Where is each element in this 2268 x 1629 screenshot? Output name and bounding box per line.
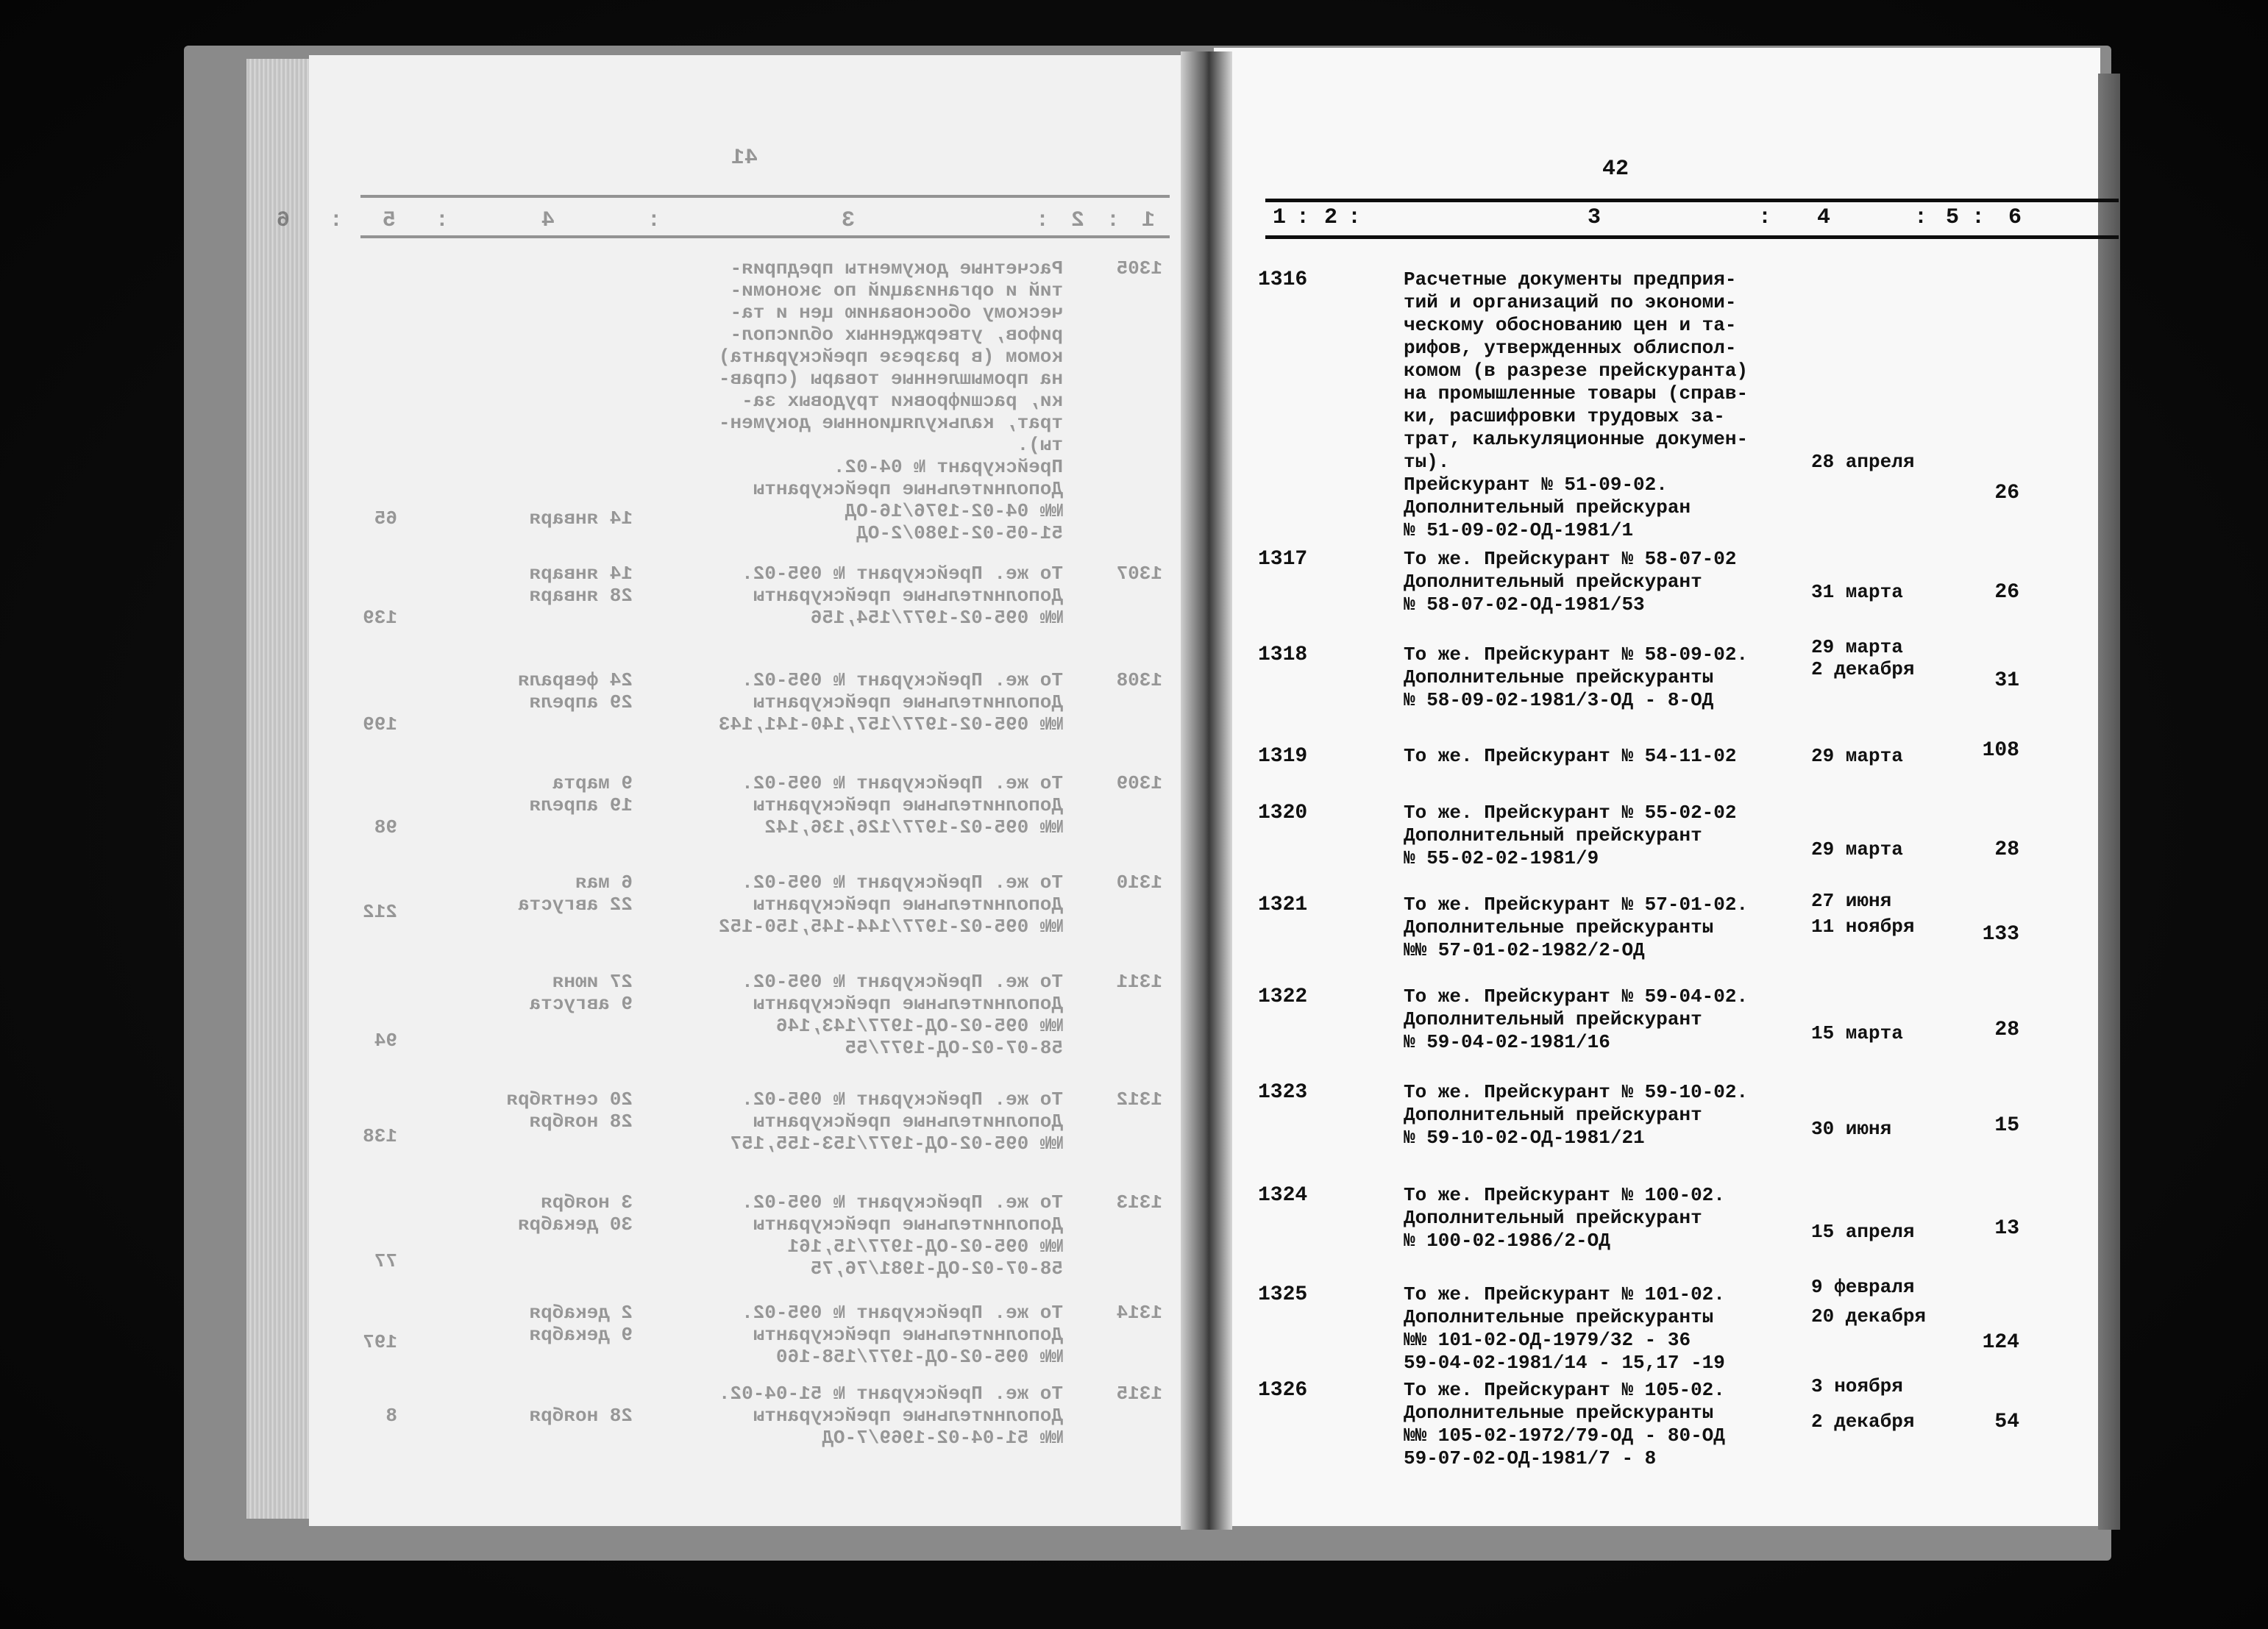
entry-description-line: ческому обоснованию цен и та- [1404,314,1737,336]
left-entry-description: То же. Прейскурант № 095-02. Дополнительные прейскуранты №№ 095-02-ОД-1977/153-155,157 [730,1088,1063,1155]
entry-description-line: Дополнительные прейскуранты [1404,666,1714,688]
left-entry-pages: 197 [363,1331,397,1353]
entry-description-line: Дополнительный прейскурант [1404,1008,1702,1030]
left-entry-description: То же. Прейскурант № 095-02. Дополнительные прейскуранты №№ 095-02-1977/157,140-141,143 [718,669,1063,735]
left-entry-date: 9 марта 19 апреля [529,772,633,816]
left-entry-number: 1311 [1116,971,1162,993]
entry-description-line: № 58-09-02-1981/3-ОД - 8-ОД [1404,689,1714,711]
header-rule-top [1265,199,2119,202]
left-column-header: 1 : 2 : 3 : 4 : 5 : 6 [271,208,1155,233]
entry-number: 1323 [1258,1081,1308,1104]
left-entry-description: То же. Прейскурант № 095-02. Дополнительные прейскуранты №№ 095-02-1977/154,156 [742,563,1063,629]
entry-page-count: 28 [1994,1019,2019,1041]
entry-page-count: 54 [1994,1411,2019,1433]
left-entry-date: 14 января [529,507,633,530]
left-entry-pages: 65 [374,507,397,530]
entry-description [1404,745,1816,768]
entry-number: 1321 [1258,894,1308,916]
entry-description-line: Дополнительные прейскуранты [1404,1306,1714,1328]
entry-description-line: Дополнительный прейскурант [1404,1207,1702,1229]
left-header-rule-top [360,195,1170,198]
left-entry-number: 1307 [1116,563,1162,585]
entry-description-line: Дополнительный прейскурант [1404,571,1702,593]
entry-date: 15 апреля [1811,1221,1915,1243]
entry-description-line: №№ 57-01-02-1982/2-ОД [1404,939,1645,961]
entry-description-line: на промышленные товары (справ- [1404,382,1749,404]
entry-number: 1326 [1258,1379,1308,1402]
column-header-4: 4 [1817,205,1831,230]
column-header-1: 1 [1273,205,1287,230]
entry-date: 3 ноября [1811,1375,1903,1397]
left-entry-number: 1313 [1116,1191,1162,1213]
entry-date: 9 февраля [1811,1276,1915,1298]
left-entry-pages: 8 [385,1405,397,1427]
entry-description-line: № 59-04-02-1981/16 [1404,1031,1610,1053]
entry-description-line: Дополнительный прейскурант [1404,824,1702,846]
entry-description-line: 59-07-02-ОД-1981/7 - 8 [1404,1447,1657,1469]
left-entry-date: 14 января 28 января [529,563,633,607]
entry-number: 1325 [1258,1283,1308,1306]
entry-description [1404,548,1816,616]
right-cover-edge [2098,74,2120,1530]
entry-description [1404,1283,1816,1375]
left-entry-date: 20 сентября 28 ноября [506,1088,633,1133]
left-entry-description: То же. Прейскурант № 095-02. Дополнительные прейскуранты №№ 095-02-ОД-1977/15,161 58-07-02-ОД-1981/76,75 [742,1191,1063,1280]
entry-description-line: То же. Прейскурант № 58-07-02 [1404,548,1737,570]
left-entry-number: 1305 [1116,257,1162,279]
left-entry-pages: 138 [363,1125,397,1147]
column-header-6: 6 [2008,205,2022,230]
column-header-2: 2 [1324,205,1338,230]
column-separator: : [1758,205,1772,230]
entry-description-line: Прейскурант № 51-09-02. [1404,474,1668,496]
entry-description [1404,985,1816,1054]
entry-description-line: То же. Прейскурант № 59-10-02. [1404,1081,1749,1103]
entry-page-count: 28 [1994,838,2019,861]
entry-description-line: трат, калькуляционные докумен- [1404,428,1749,450]
entry-number: 1316 [1258,268,1308,291]
entry-date: 28 апреля [1811,451,1915,473]
left-entry-number: 1308 [1116,669,1162,691]
entry-description [1404,1184,1816,1252]
entry-number: 1320 [1258,802,1308,824]
left-page-bleedthrough [271,132,1170,1486]
left-entry-description: То же. Прейскурант № 095-02. Дополнительные прейскуранты №№ 095-02-ОД-1977/158-160 [742,1302,1063,1368]
entry-description [1404,802,1816,870]
entry-description-line: Дополнительные прейскуранты [1404,916,1714,938]
left-entry-date: 27 июня 9 августа [529,971,633,1015]
entry-description-line: №№ 105-02-1972/79-ОД - 80-ОД [1404,1425,1725,1447]
entry-number: 1322 [1258,985,1308,1008]
entry-description-line: №№ 101-02-ОД-1979/32 - 36 [1404,1329,1691,1351]
entry-description-line: То же. Прейскурант № 55-02-02 [1404,802,1737,824]
entry-description-line: Дополнительные прейскуранты [1404,1402,1714,1424]
entry-page-count: 31 [1994,669,2019,692]
column-header-5: 5 [1946,205,1960,230]
entry-number: 1318 [1258,644,1308,666]
left-header-rule-bottom [360,235,1170,238]
entry-description-line: То же. Прейскурант № 105-02. [1404,1379,1725,1401]
entry-description-line: Дополнительный прейскурант [1404,1104,1702,1126]
entry-description-line: То же. Прейскурант № 57-01-02. [1404,894,1749,916]
left-entry-description: Расчетные документы предприя- тий и организаций по экономи- ческому обоснованию цен и та- рифов, утвержденных облиспол- комом (в разрезе прейскуранта) на промышленные товары (справ- ки, расшифровки трудовых за- трат, калькуляционные докумен- ты). Прейскурант № 04-02. Дополнительные прейскуранты №№ 04-02-1976/16-ОД 51-05-02-1980/2-ОД [718,257,1063,544]
left-entry-date: 6 мая 22 августа [517,871,633,916]
entry-description-line: То же. Прейскурант № 58-09-02. [1404,644,1749,666]
column-separator: : [1296,205,1310,230]
entry-description-line: ты). [1404,451,1450,473]
entry-description-line: То же. Прейскурант № 54-11-02 [1404,745,1737,767]
left-entry-description: То же. Прейскурант № 095-02. Дополнительные прейскуранты №№ 095-02-ОД-1977/143,146 58-07-02-ОД-1977/55 [742,971,1063,1059]
entry-number: 1319 [1258,745,1308,768]
left-entry-pages: 77 [374,1250,397,1272]
entry-description [1404,644,1816,712]
column-header-3: 3 [1588,205,1602,230]
entry-page-count: 13 [1994,1217,2019,1240]
left-entry-pages: 94 [374,1030,397,1052]
left-entry-description: То же. Прейскурант № 51-04-02. Дополнительные прейскуранты №№ 51-04-02-1969/7-ОД [718,1383,1063,1449]
entry-number: 1317 [1258,548,1308,571]
left-page-number: 41 [730,146,758,171]
entry-description-line: То же. Прейскурант № 59-04-02. [1404,985,1749,1008]
column-separator: : [1914,205,1928,230]
entry-description-line: № 55-02-02-1981/9 [1404,847,1599,869]
entry-description [1404,268,1816,542]
entry-description-line: № 59-10-02-ОД-1981/21 [1404,1127,1645,1149]
entry-date: 2 декабря [1811,658,1915,680]
entry-description-line: Дополнительный прейскуран [1404,496,1691,518]
entry-description-line: рифов, утвержденных облиспол- [1404,337,1737,359]
entry-date: 29 марта [1811,636,1903,658]
entry-description [1404,1081,1816,1149]
left-entry-number: 1310 [1116,871,1162,894]
entry-description [1404,894,1816,962]
page-number: 42 [1602,157,1629,182]
left-entry-date: 2 декабря 9 декабря [529,1302,633,1346]
entry-page-count: 108 [1982,739,2019,762]
left-entry-number: 1315 [1116,1383,1162,1405]
entry-description-line: № 100-02-1986/2-ОД [1404,1230,1610,1252]
entry-description-line: То же. Прейскурант № 100-02. [1404,1184,1725,1206]
entry-page-count: 26 [1994,581,2019,604]
left-entry-pages: 98 [374,816,397,838]
left-entry-pages: 139 [363,607,397,629]
left-entry-number: 1314 [1116,1302,1162,1324]
header-rule-bottom [1265,235,2119,239]
entry-page-count: 133 [1982,923,2019,946]
entry-description-line: 59-04-02-1981/14 - 15,17 -19 [1404,1352,1725,1374]
left-entry-pages: 212 [363,901,397,923]
entry-description-line: То же. Прейскурант № 101-02. [1404,1283,1725,1305]
entry-description [1404,1379,1816,1470]
left-entry-number: 1309 [1116,772,1162,794]
entry-description-line: комом (в разрезе прейскуранта) [1404,360,1749,382]
entry-page-count: 124 [1982,1331,2019,1354]
entry-description-line: Расчетные документы предприя- [1404,268,1737,290]
column-separator: : [1348,205,1362,230]
entry-date: 20 декабря [1811,1305,1927,1327]
entry-page-count: 15 [1994,1114,2019,1137]
left-entry-date: 28 ноября [529,1405,633,1427]
left-entry-number: 1312 [1116,1088,1162,1111]
left-entry-date: 3 ноября 30 декабря [517,1191,633,1236]
column-separator: : [1972,205,1986,230]
entry-date: 29 марта [1811,745,1903,767]
left-entry-date: 24 февраля 29 апреля [517,669,633,713]
left-entry-description: То же. Прейскурант № 095-02. Дополнительные прейскуранты №№ 095-02-1977/144-145,150-152 [718,871,1063,938]
entry-description-line: № 51-09-02-ОД-1981/1 [1404,519,1634,541]
entry-description-line: тий и организаций по экономи- [1404,291,1737,313]
entry-date: 29 марта [1811,838,1903,860]
entry-description-line: ки, расшифровки трудовых за- [1404,405,1725,427]
entry-date: 15 марта [1811,1022,1903,1044]
entry-description-line: № 58-07-02-ОД-1981/53 [1404,594,1645,616]
entry-date: 31 марта [1811,581,1903,603]
left-entry-pages: 199 [363,713,397,735]
entry-date: 27 июня [1811,890,1892,912]
entry-number: 1324 [1258,1184,1308,1207]
right-page-content [1214,48,2100,1526]
entry-date: 2 декабря [1811,1411,1915,1433]
entry-date: 11 ноября [1811,916,1915,938]
left-entry-description: То же. Прейскурант № 095-02. Дополнительные прейскуранты №№ 095-02-1977/126,136,142 [742,772,1063,838]
entry-date: 30 июня [1811,1118,1892,1140]
entry-page-count: 26 [1994,482,2019,505]
